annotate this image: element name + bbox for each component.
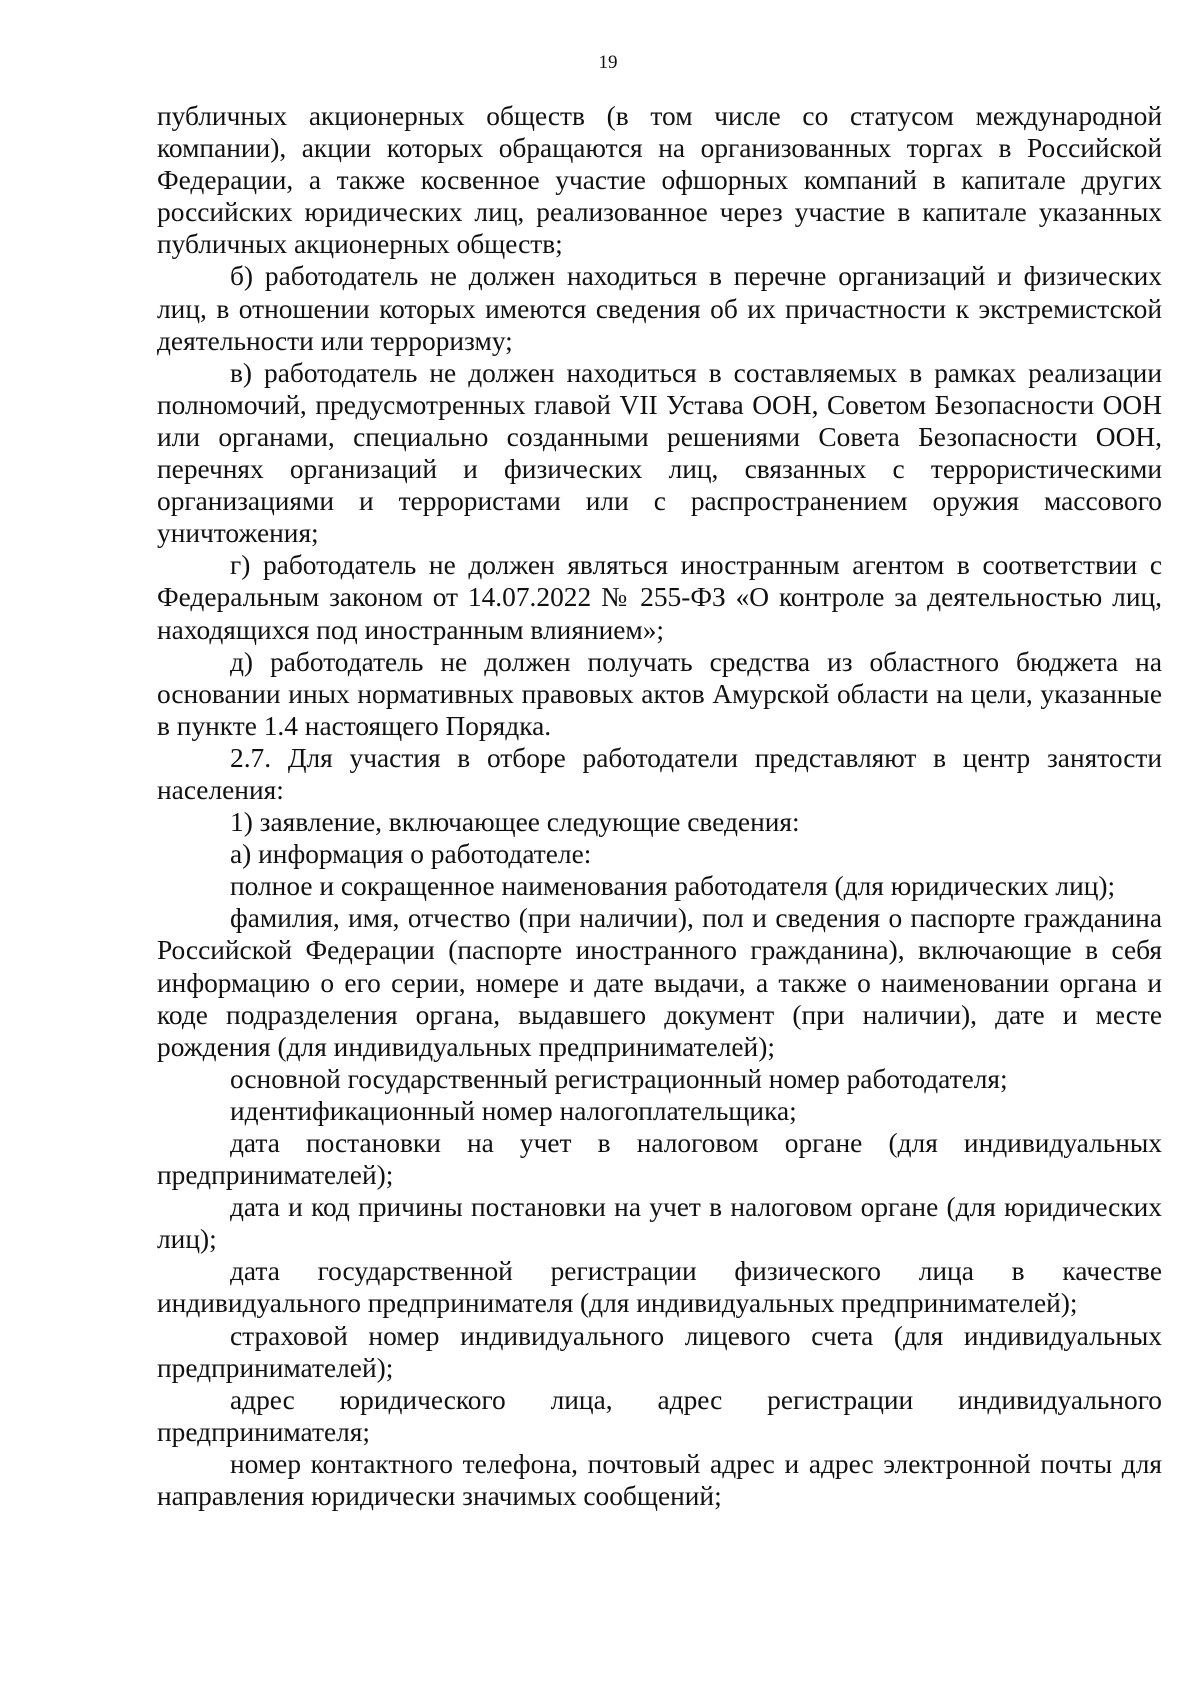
- paragraph-continuation: публичных акционерных обществ (в том числе со статусом международной компании), акции которых обращаются на организованных торгах в Российской Федерации, а также косвенное участие офшорных компаний в капитале других российских юридических лиц, реализованное через участие в капитале указанных публичных акционерных обществ;: [157, 101, 1162, 260]
- paragraph-section-2-7: 2.7. Для участия в отборе работодатели представляют в центр занятости населения:: [157, 742, 1162, 805]
- paragraph-employer-name: полное и сокращенное наименования работодателя (для юридических лиц);: [230, 871, 1116, 902]
- page-number: 19: [598, 52, 618, 73]
- paragraph-passport-info: фамилия, имя, отчество (при наличии), пол и сведения о паспорте гражданина Российской Федерации (паспорте иностранного гражданина), включающие в себя информацию о его серии, номере и дате выдачи, а также о наименовании органа и коде подразделения органа, выдавшего документ (при наличии), дате и месте рождения (для индивидуальных предпринимателей);: [157, 903, 1162, 1062]
- paragraph-snils: страховой номер индивидуального лицевого счета (для индивидуальных предпринимателей);: [157, 1320, 1162, 1383]
- document-body: [157, 100, 1162, 1512]
- paragraph-kpp: дата и код причины постановки на учет в налоговом органе (для юридических лиц);: [157, 1192, 1162, 1255]
- paragraph-contacts: номер контактного телефона, почтовый адрес и адрес электронной почты для направления юридически значимых сообщений;: [157, 1448, 1162, 1512]
- paragraph-tax-registration-date: дата постановки на учет в налоговом органе (для индивидуальных предпринимателей);: [157, 1128, 1162, 1191]
- paragraph-inn: идентификационный номер налогоплательщика;: [230, 1095, 797, 1126]
- paragraph-item-v: в) работодатель не должен находиться в составляемых в рамках реализации полномочий, предусмотренных главой VII Устава ООН, Советом Безопасности ООН или органами, специально созданными решениями Совета Безопасности ООН, перечнях организаций и физических лиц, связанных с террористическими организациями и террористами или с распространением оружия массового уничтожения;: [157, 357, 1162, 549]
- paragraph-ogrn: основной государственный регистрационный номер работодателя;: [230, 1063, 1008, 1094]
- paragraph-item-a: а) информация о работодателе:: [230, 839, 592, 870]
- paragraph-state-registration: дата государственной регистрации физического лица в качестве индивидуального предпринимателя (для индивидуальных предпринимателей);: [157, 1256, 1162, 1319]
- paragraph-address: адрес юридического лица, адрес регистрации индивидуального предпринимателя;: [157, 1384, 1162, 1447]
- paragraph-item-1: 1) заявление, включающее следующие сведения:: [230, 807, 800, 838]
- paragraph-item-b: б) работодатель не должен находиться в перечне организаций и физических лиц, в отношении которых имеются сведения об их причастности к экстремистской деятельности или терроризму;: [157, 261, 1162, 356]
- paragraph-item-d: д) работодатель не должен получать средства из областного бюджета на основании иных нормативных правовых актов Амурской области на цели, указанные в пункте 1.4 настоящего Порядка.: [157, 646, 1162, 741]
- paragraph-item-g: г) работодатель не должен являться иностранным агентом в соответствии с Федеральным законом от 14.07.2022 № 255-ФЗ «О контроле за деятельностью лиц, находящихся под иностранным влиянием»;: [157, 550, 1162, 645]
